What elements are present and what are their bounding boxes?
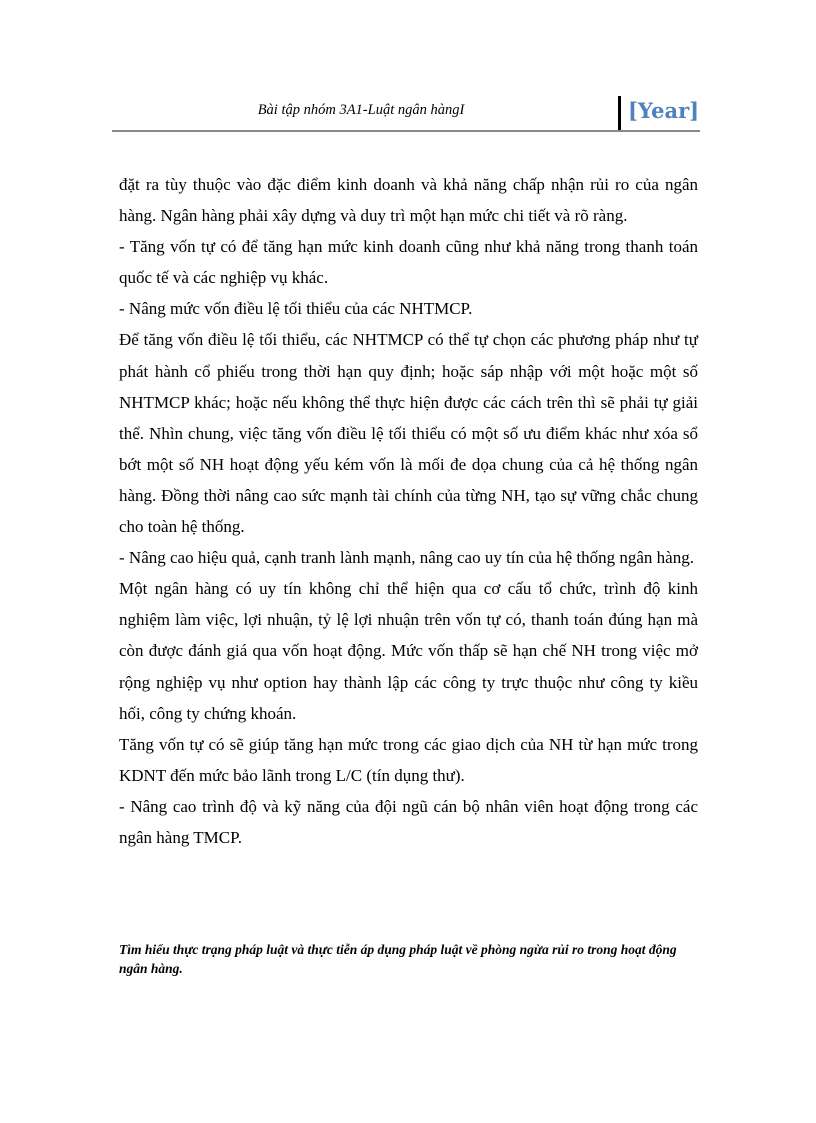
section-heading: Tìm hiểu thực trạng pháp luật và thực tiễn áp dụng pháp luật về phòng ngừa rủi ro trong hoạt động ngân hàng. bbox=[119, 942, 677, 976]
paragraph: - Tăng vốn tự có để tăng hạn mức kinh doanh cũng như khả năng trong thanh toán quốc tế và các nghiệp vụ khác. bbox=[119, 237, 698, 288]
body-text bbox=[119, 169, 698, 853]
header-rule bbox=[112, 130, 700, 132]
paragraph: đặt ra tùy thuộc vào đặc điểm kinh doanh và khả năng chấp nhận rủi ro của ngân hàng. Ngân hàng phải xây dựng và duy trì một hạn mức chi tiết và rõ ràng. bbox=[119, 175, 698, 226]
page-header bbox=[112, 96, 700, 134]
paragraph: Để tăng vốn điều lệ tối thiểu, các NHTMCP có thể tự chọn các phương pháp như tự phát hành cổ phiếu trong thời hạn quy định; hoặc sáp nhập với một hoặc một số NHTMCP khác; hoặc nếu không thể thực hiện được các cách trên thì sẽ phải tự giải thể. Nhìn chung, việc tăng vốn điều lệ tối thiểu có một số ưu điểm khác như xóa sổ bớt một số NH hoạt động yếu kém vốn là mối đe dọa chung của cả hệ thống ngân hàng. Đồng thời nâng cao sức mạnh tài chính của từng NH, tạo sự vững chắc chung cho toàn hệ thống. bbox=[119, 330, 698, 537]
header-year: [Year] bbox=[628, 98, 700, 123]
header-title: Bài tập nhóm 3A1-Luật ngân hàngI bbox=[257, 102, 465, 118]
paragraph: Tăng vốn tự có sẽ giúp tăng hạn mức trong các giao dịch của NH từ hạn mức trong KDNT đến mức bảo lãnh trong L/C (tín dụng thư). bbox=[119, 734, 698, 785]
paragraph: Một ngân hàng có uy tín không chỉ thể hiện qua cơ cấu tổ chức, trình độ kinh nghiệm làm việc, lợi nhuận, tỷ lệ lợi nhuận trên vốn tự có, thanh toán đúng hạn mà còn được đánh giá qua vốn hoạt động. Mức vốn thấp sẽ hạn chế NH trong việc mở rộng nghiệp vụ như option hay thành lập các công ty trực thuộc như công ty kiều hối, công ty chứng khoán. bbox=[119, 579, 698, 723]
paragraph: - Nâng cao hiệu quả, cạnh tranh lành mạnh, nâng cao uy tín của hệ thống ngân hàng. bbox=[119, 548, 694, 568]
paragraph: - Nâng cao trình độ và kỹ năng của đội ngũ cán bộ nhân viên hoạt động trong các ngân hàng TMCP. bbox=[119, 796, 698, 847]
paragraph: - Nâng mức vốn điều lệ tối thiểu của các NHTMCP. bbox=[119, 299, 473, 319]
header-separator bbox=[618, 96, 621, 132]
